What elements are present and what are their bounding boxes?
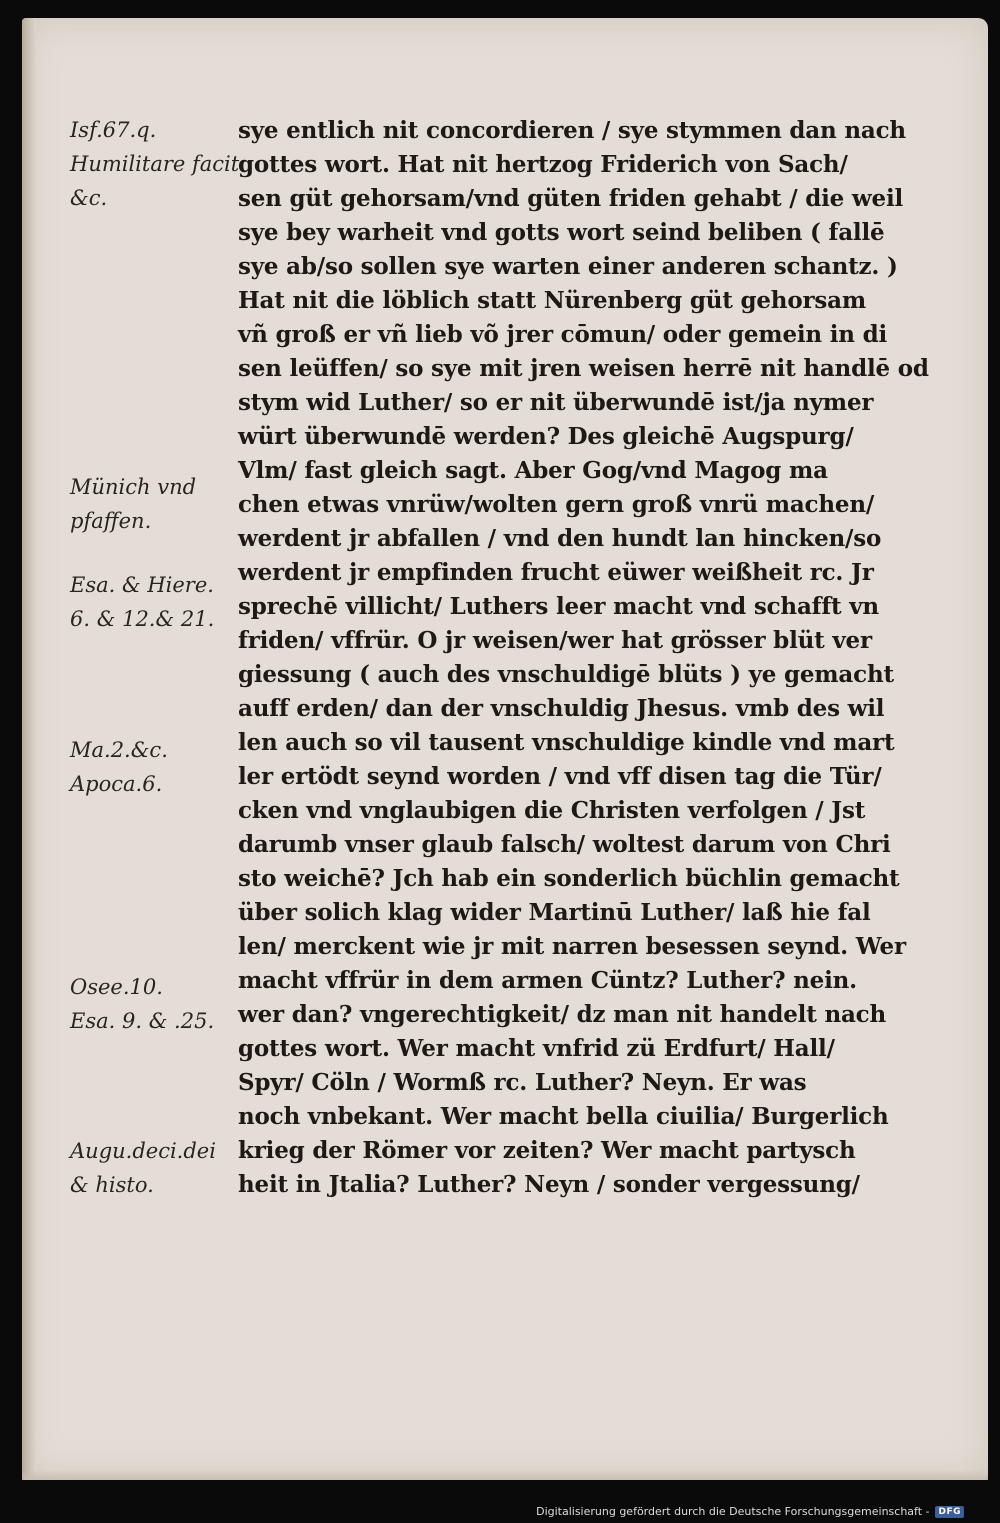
text-line: werdent jr empfinden frucht eüwer weißheit rc. Jr: [238, 559, 874, 586]
text-line: krieg der Römer vor zeiten? Wer macht partysch: [238, 1137, 856, 1164]
page-edge: [22, 18, 36, 1480]
dfg-logo: DFG: [935, 1506, 964, 1518]
text-line: stym wid Luther/ so er nit überwundē ist/ja nymer: [238, 389, 874, 416]
text-line: sye entlich nit concordieren / sye stymmen dan nach: [238, 117, 906, 144]
marginal-note: Augu.deci.dei & histo.: [70, 1139, 216, 1197]
text-line: macht vffrür in dem armen Cüntz? Luther? nein.: [238, 967, 857, 994]
digitization-credit: [536, 1505, 964, 1518]
text-line: sye ab/so sollen sye warten einer anderen schantz. ): [238, 253, 898, 280]
text-line: gottes wort. Wer macht vnfrid zü Erdfurt/ Hall/: [238, 1035, 835, 1062]
text-line: friden/ vffrür. O jr weisen/wer hat grösser blüt ver: [238, 627, 872, 654]
text-line: cken vnd vnglaubigen die Christen verfolgen / Jst: [238, 797, 866, 824]
text-line: sye bey warheit vnd gotts wort seind beliben ( fallē: [238, 219, 885, 246]
text-line: auff erden/ dan der vnschuldig Jhesus. vmb des wil: [238, 695, 885, 722]
text-line: sto weichē? Jch hab ein sonderlich büchlin gemacht: [238, 865, 900, 892]
text-line: heit in Jtalia? Luther? Neyn / sonder vergessung/: [238, 1171, 860, 1198]
marginal-note: Osee.10. Esa. 9. & .25.: [70, 975, 215, 1033]
text-line: werdent jr abfallen / vnd den hundt lan hincken/so: [238, 525, 882, 552]
text-line: sen leüffen/ so sye mit jren weisen herrē nit handlē od: [238, 355, 929, 382]
page-edge-bottom: [22, 1470, 988, 1480]
text-line: sprechē villicht/ Luthers leer macht vnd schafft vn: [238, 593, 879, 620]
text-line: Spyr/ Cöln / Wormß rc. Luther? Neyn. Er was: [238, 1069, 807, 1096]
text-line: darumb vnser glaub falsch/ woltest darum von Chri: [238, 831, 891, 858]
text-line: chen etwas vnrüw/wolten gern groß vnrü machen/: [238, 491, 875, 518]
book-page: [22, 18, 988, 1480]
marginal-note: Münich vnd pfaffen.: [70, 475, 197, 533]
text-line: gottes wort. Hat nit hertzog Friderich von Sach/: [238, 151, 848, 178]
text-line: Vlm/ fast gleich sagt. Aber Gog/vnd Magog ma: [238, 457, 828, 484]
text-line: über solich klag wider Martinū Luther/ laß hie fal: [238, 899, 871, 926]
text-line: sen güt gehorsam/vnd güten friden gehabt / die weil: [238, 185, 904, 212]
text-line: vñ groß er vñ lieb võ jrer cōmun/ oder gemein in di: [238, 321, 888, 348]
text-line: len/ merckent wie jr mit narren besessen seynd. Wer: [238, 933, 906, 960]
text-line: noch vnbekant. Wer macht bella ciuilia/ Burgerlich: [238, 1103, 889, 1130]
marginal-note: Isf.67.q. Humilitare facit &c.: [70, 118, 240, 210]
text-line: Hat nit die löblich statt Nürenberg güt gehorsam: [238, 287, 866, 314]
text-line: len auch so vil tausent vnschuldige kindle vnd mart: [238, 729, 895, 756]
marginal-note: Ma.2.&c. Apoca.6.: [70, 738, 168, 796]
text-line: würt überwundē werden? Des gleichē Augspurg/: [238, 423, 854, 450]
text-line: ler ertödt seynd worden / vnd vff disen tag die Tür/: [238, 763, 882, 790]
text-line: giessung ( auch des vnschuldigē blüts ) ye gemacht: [238, 661, 894, 688]
credit-text: Digitalisierung gefördert durch die Deutsche Forschungsgemeinschaft -: [536, 1505, 930, 1518]
marginal-note: Esa. & Hiere. 6. & 12.& 21.: [70, 573, 215, 631]
main-text: [238, 114, 938, 1202]
text-line: wer dan? vngerechtigkeit/ dz man nit handelt nach: [238, 1001, 887, 1028]
